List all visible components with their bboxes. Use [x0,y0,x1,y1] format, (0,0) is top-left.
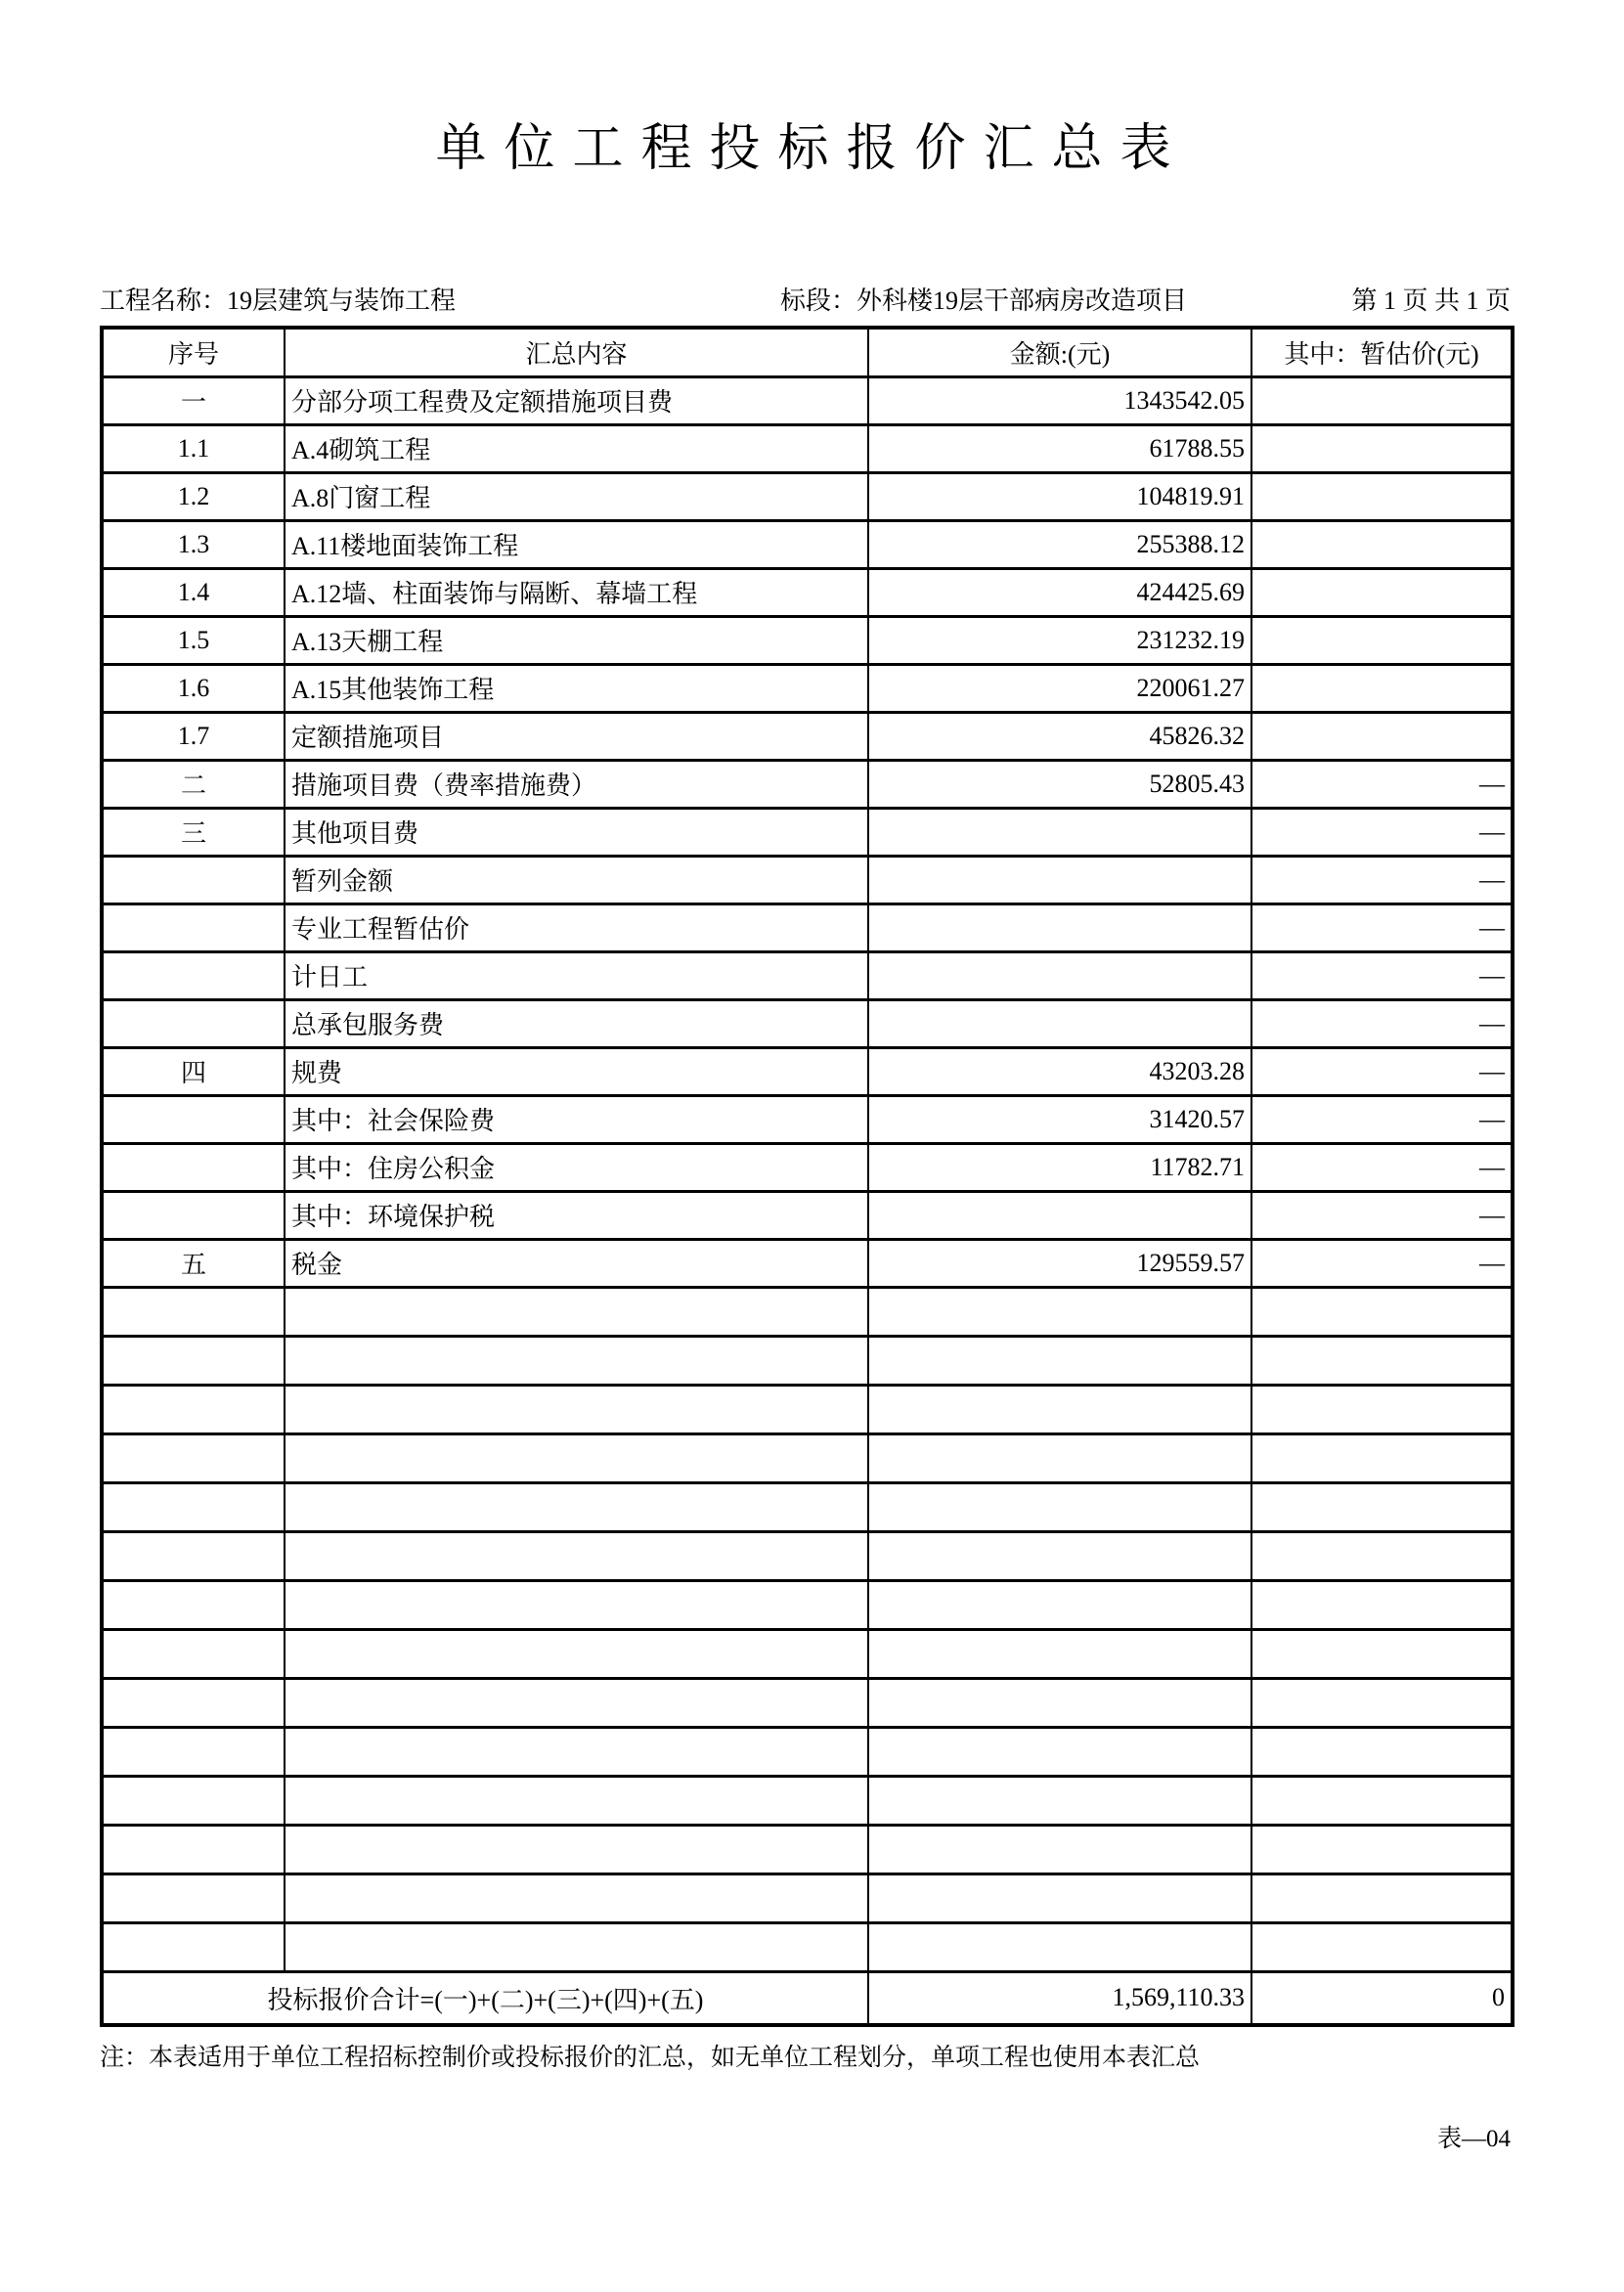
content-cell [285,1825,868,1873]
seq-cell [102,951,285,999]
seq-cell [102,1143,285,1191]
estimate-cell: — [1251,808,1513,856]
table-row [102,664,1513,712]
amount-cell [868,951,1251,999]
table-row [102,760,1513,808]
empty-table-row [102,1776,1513,1825]
amount-cell [868,999,1251,1047]
table-row [102,616,1513,664]
estimate-cell [1251,376,1513,424]
seq-cell [102,1922,285,1971]
empty-table-row [102,1531,1513,1580]
empty-table-row [102,1287,1513,1336]
estimate-cell [1251,616,1513,664]
project-name: 工程名称：19层建筑与装饰工程 [100,286,457,315]
estimate-cell: — [1251,1143,1513,1191]
empty-table-row [102,1873,1513,1922]
estimate-cell [1251,1385,1513,1433]
empty-table-row [102,1385,1513,1433]
table-row [102,376,1513,424]
amount-cell: 31420.57 [868,1095,1251,1143]
amount-cell: 104819.91 [868,472,1251,520]
seq-cell: 1.3 [102,520,285,568]
amount-cell: 11782.71 [868,1143,1251,1191]
table-row [102,1047,1513,1095]
estimate-cell [1251,472,1513,520]
estimate-cell [1251,1433,1513,1482]
estimate-cell [1251,1922,1513,1971]
seq-cell: 1.5 [102,616,285,664]
amount-cell: 220061.27 [868,664,1251,712]
content-cell: A.8门窗工程 [285,472,868,520]
amount-cell [868,1336,1251,1385]
seq-cell: 1.1 [102,424,285,472]
content-cell: 计日工 [285,951,868,999]
amount-cell: 424425.69 [868,568,1251,616]
seq-cell: 三 [102,808,285,856]
header-row [102,328,1513,376]
amount-cell [868,904,1251,951]
amount-cell [868,1825,1251,1873]
seq-cell [102,1191,285,1239]
estimate-cell [1251,712,1513,760]
total-row [102,1971,1513,2025]
content-cell: 专业工程暂估价 [285,904,868,951]
content-cell: A.4砌筑工程 [285,424,868,472]
content-cell [285,1873,868,1922]
seq-cell [102,1727,285,1776]
page-title: 单位工程投标报价汇总表 [435,121,1189,177]
estimate-cell [1251,664,1513,712]
seq-cell: 1.4 [102,568,285,616]
empty-table-row [102,1727,1513,1776]
estimate-cell: — [1251,1095,1513,1143]
amount-cell [868,1433,1251,1482]
table-row [102,424,1513,472]
amount-cell [868,1531,1251,1580]
amount-cell [868,1385,1251,1433]
amount-cell [868,1727,1251,1776]
amount-cell [868,1580,1251,1629]
table-row [102,1239,1513,1287]
content-cell: A.15其他装饰工程 [285,664,868,712]
estimate-cell: — [1251,1191,1513,1239]
seq-cell: 1.7 [102,712,285,760]
estimate-cell [1251,1873,1513,1922]
amount-cell [868,808,1251,856]
estimate-cell [1251,568,1513,616]
amount-cell [868,1678,1251,1727]
content-cell: 分部分项工程费及定额措施项目费 [285,376,868,424]
content-cell: 其中：住房公积金 [285,1143,868,1191]
table-row [102,904,1513,951]
table-row [102,1143,1513,1191]
table-row [102,520,1513,568]
content-cell: 其中：环境保护税 [285,1191,868,1239]
estimate-cell [1251,520,1513,568]
amount-cell [868,1776,1251,1825]
amount-cell [868,1922,1251,1971]
total-amount-cell: 1,569,110.33 [868,1971,1251,2025]
empty-table-row [102,1678,1513,1727]
table-row [102,999,1513,1047]
content-cell [285,1580,868,1629]
seq-cell [102,1287,285,1336]
seq-cell [102,1531,285,1580]
estimate-cell [1251,1776,1513,1825]
seq-cell [102,1678,285,1727]
amount-cell [868,1482,1251,1531]
seq-cell [102,1825,285,1873]
content-cell [285,1629,868,1678]
amount-cell [868,856,1251,904]
amount-cell: 45826.32 [868,712,1251,760]
footnote: 注：本表适用于单位工程招标控制价或投标报价的汇总，如无单位工程划分，单项工程也使用本表汇总 [100,2045,1201,2071]
form-code: 表—04 [1436,2126,1511,2152]
empty-table-row [102,1629,1513,1678]
total-label-cell: 投标报价合计=(一)+(二)+(三)+(四)+(五) [102,1971,868,2025]
estimate-cell: — [1251,951,1513,999]
content-cell [285,1727,868,1776]
estimate-cell: — [1251,1047,1513,1095]
estimate-cell [1251,1482,1513,1531]
seq-cell [102,1336,285,1385]
seq-cell: 四 [102,1047,285,1095]
table-row [102,568,1513,616]
amount-cell: 1343542.05 [868,376,1251,424]
table-body [102,376,1513,2025]
estimate-cell [1251,424,1513,472]
estimate-cell [1251,1825,1513,1873]
col-header-seq: 序号 [102,328,285,376]
empty-table-row [102,1336,1513,1385]
estimate-cell [1251,1531,1513,1580]
seq-cell [102,1873,285,1922]
table-row [102,1191,1513,1239]
total-estimate-cell: 0 [1251,1971,1513,2025]
content-cell: A.11楼地面装饰工程 [285,520,868,568]
content-cell [285,1482,868,1531]
amount-cell: 52805.43 [868,760,1251,808]
seq-cell [102,904,285,951]
seq-cell [102,856,285,904]
content-cell: 税金 [285,1239,868,1287]
estimate-cell [1251,1629,1513,1678]
empty-table-row [102,1482,1513,1531]
amount-cell: 231232.19 [868,616,1251,664]
estimate-cell [1251,1336,1513,1385]
content-cell: 其中：社会保险费 [285,1095,868,1143]
table-row [102,808,1513,856]
table-row [102,1095,1513,1143]
content-cell: A.12墙、柱面装饰与隔断、幕墙工程 [285,568,868,616]
amount-cell [868,1191,1251,1239]
col-header-content: 汇总内容 [285,328,868,376]
estimate-cell: — [1251,856,1513,904]
amount-cell: 129559.57 [868,1239,1251,1287]
content-cell [285,1922,868,1971]
seq-cell [102,1095,285,1143]
content-cell: 措施项目费（费率措施费） [285,760,868,808]
amount-cell: 61788.55 [868,424,1251,472]
content-cell [285,1433,868,1482]
amount-cell [868,1873,1251,1922]
estimate-cell: — [1251,1239,1513,1287]
seq-cell [102,999,285,1047]
empty-table-row [102,1433,1513,1482]
content-cell: 总承包服务费 [285,999,868,1047]
table-row [102,951,1513,999]
content-cell [285,1385,868,1433]
empty-table-row [102,1580,1513,1629]
content-cell [285,1531,868,1580]
estimate-cell [1251,1287,1513,1336]
seq-cell: 二 [102,760,285,808]
table-header [102,328,1513,376]
estimate-cell [1251,1727,1513,1776]
seq-cell [102,1433,285,1482]
seq-cell [102,1482,285,1531]
col-header-estimate: 其中：暂估价(元) [1251,328,1513,376]
seq-cell: 1.6 [102,664,285,712]
table-row [102,856,1513,904]
section-name: 标段：外科楼19层干部病房改造项目 [780,286,1188,315]
estimate-cell [1251,1678,1513,1727]
seq-cell [102,1776,285,1825]
amount-cell: 43203.28 [868,1047,1251,1095]
content-cell: 定额措施项目 [285,712,868,760]
seq-cell: 五 [102,1239,285,1287]
estimate-cell: — [1251,760,1513,808]
content-cell [285,1336,868,1385]
summary-table [100,326,1514,2027]
table-row [102,712,1513,760]
estimate-cell [1251,1580,1513,1629]
info-row [100,285,1511,318]
amount-cell: 255388.12 [868,520,1251,568]
estimate-cell: — [1251,999,1513,1047]
empty-table-row [102,1922,1513,1971]
content-cell: 暂列金额 [285,856,868,904]
seq-cell: 一 [102,376,285,424]
content-cell [285,1287,868,1336]
col-header-amount: 金额:(元) [868,328,1251,376]
seq-cell [102,1580,285,1629]
content-cell [285,1776,868,1825]
empty-table-row [102,1825,1513,1873]
content-cell [285,1678,868,1727]
seq-cell [102,1629,285,1678]
table-row [102,472,1513,520]
amount-cell [868,1629,1251,1678]
amount-cell [868,1287,1251,1336]
page-indicator: 第 1 页 共 1 页 [1351,286,1511,315]
seq-cell [102,1385,285,1433]
content-cell: 规费 [285,1047,868,1095]
seq-cell: 1.2 [102,472,285,520]
content-cell: 其他项目费 [285,808,868,856]
estimate-cell: — [1251,904,1513,951]
content-cell: A.13天棚工程 [285,616,868,664]
